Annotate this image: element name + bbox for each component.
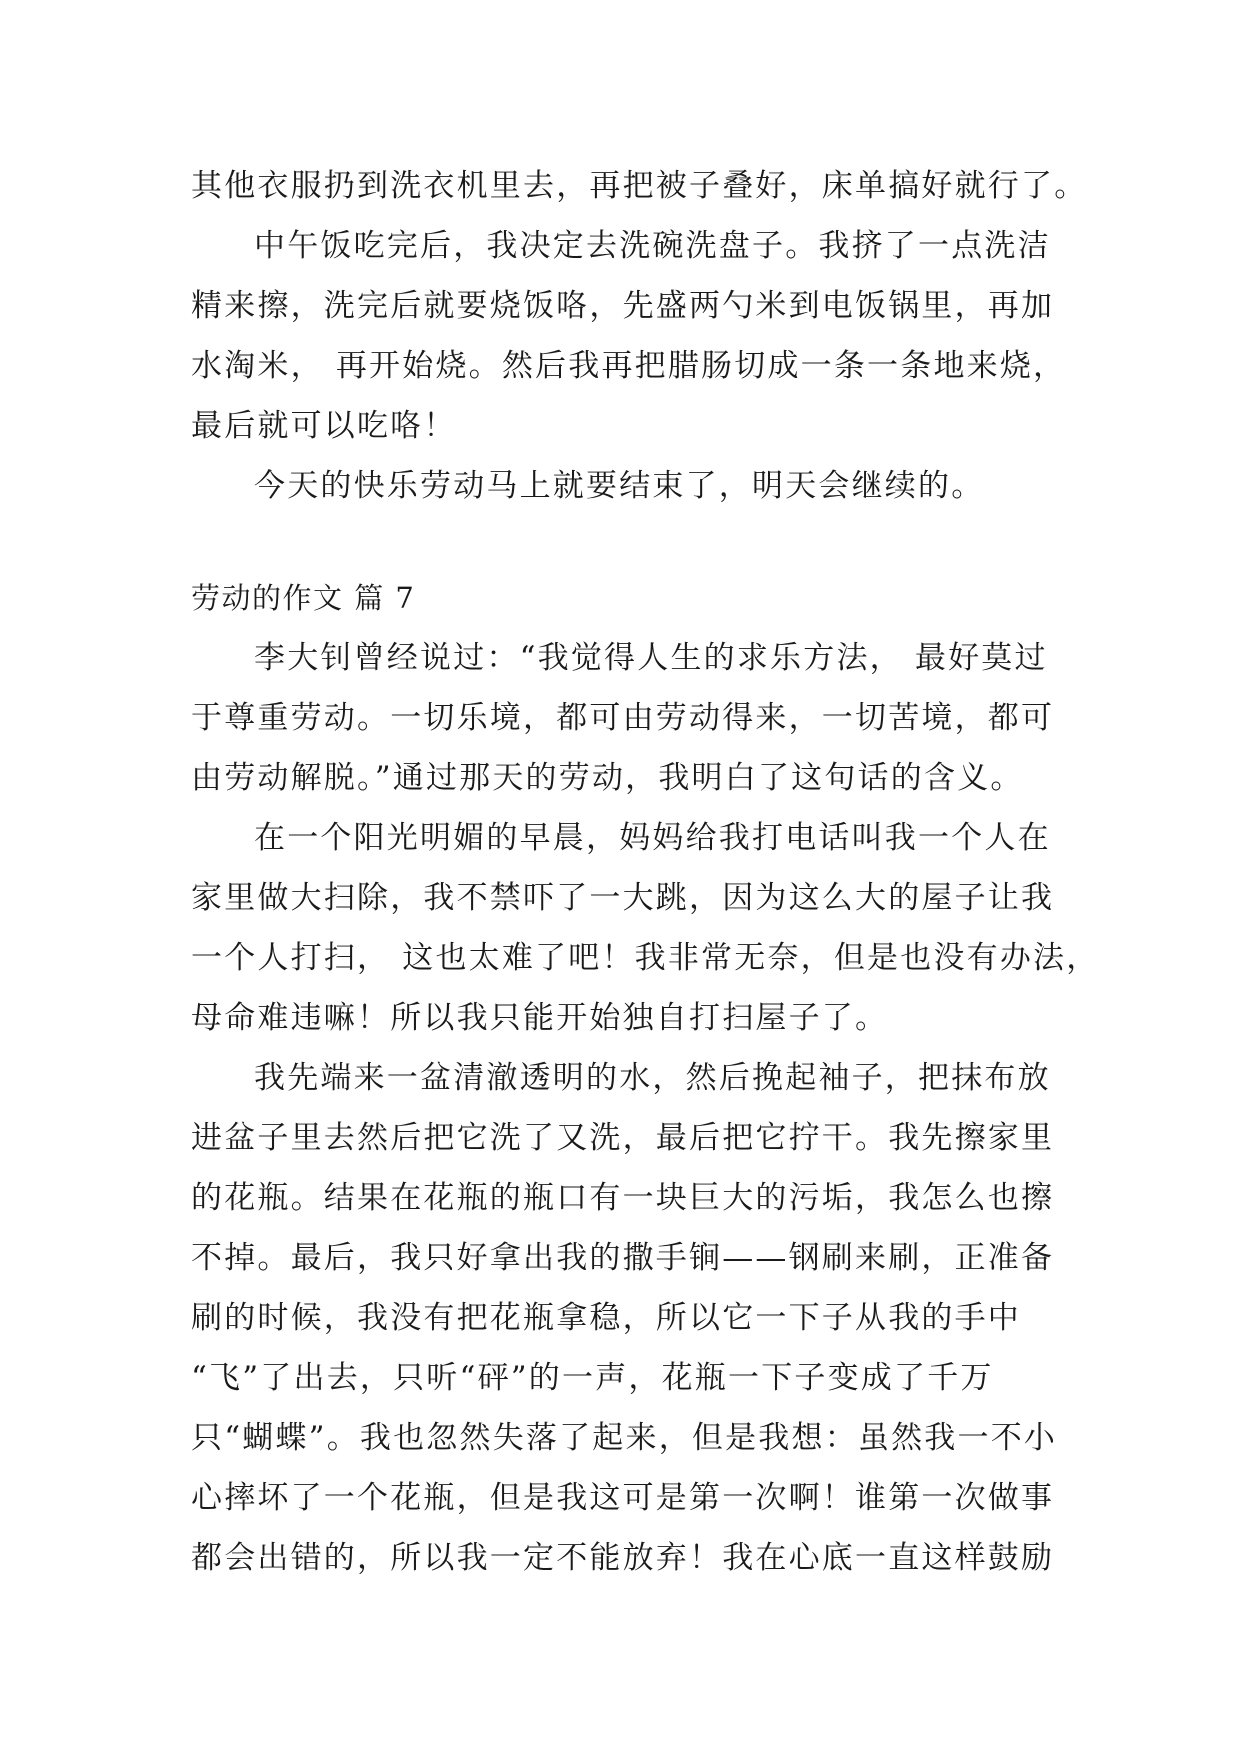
paragraph-start-line: 在一个阳光明媚的早晨，妈妈给我打电话叫我一个人在 [254,820,1051,856]
text-line: 于尊重劳动。一切乐境，都可由劳动得来，一切苦境，都可 [191,700,1055,736]
text-line: 家里做大扫除，我不禁吓了一大跳，因为这么大的屋子让我 [191,880,1055,916]
text-line: 一个人打扫， 这也太难了吧！我非常无奈，但是也没有办法， [191,940,1100,976]
text-line: “飞”了出去，只听“砰”的一声，花瓶一下子变成了千万 [191,1360,994,1396]
text-line: 由劳动解脱。”通过那天的劳动，我明白了这句话的含义。 [191,760,1024,796]
text-line: 都会出错的，所以我一定不能放弃！我在心底一直这样鼓励 [191,1540,1055,1576]
text-line: 只“蝴蝶”。我也忽然失落了起来，但是我想：虽然我一不小 [191,1420,1058,1456]
text-line: 进盆子里去然后把它洗了又洗，最后把它拧干。我先擦家里 [191,1120,1055,1156]
section-heading: 劳动的作文 篇 7 [191,581,416,615]
text-line: 心摔坏了一个花瓶，但是我这可是第一次啊！谁第一次做事 [191,1480,1055,1516]
text-line: 精来擦，洗完后就要烧饭咯，先盛两勺米到电饭锅里，再加 [191,288,1055,324]
text-line: 其他衣服扔到洗衣机里去，再把被子叠好，床单搞好就行了。 [191,168,1088,204]
text-line: 母命难违嘛！所以我只能开始独自打扫屋子了。 [191,1000,889,1036]
paragraph-start-line: 中午饭吃完后，我决定去洗碗洗盘子。我挤了一点洗洁 [254,228,1051,264]
paragraph-start-line: 李大钊曾经说过：“我觉得人生的求乐方法， 最好莫过 [254,640,1048,676]
text-line: 最后就可以吃咯！ [191,408,457,444]
text-line: 水淘米， 再开始烧。然后我再把腊肠切成一条一条地来烧， [191,348,1067,384]
text-line: 不掉。最后，我只好拿出我的撒手锏——钢刷来刷，正准备 [191,1240,1055,1276]
text-line: 的花瓶。结果在花瓶的瓶口有一块巨大的污垢，我怎么也擦 [191,1180,1055,1216]
text-line: 刷的时候，我没有把花瓶拿稳，所以它一下子从我的手中 [191,1300,1021,1336]
paragraph-start-line: 今天的快乐劳动马上就要结束了，明天会继续的。 [254,468,985,504]
paragraph-start-line: 我先端来一盆清澈透明的水，然后挽起袖子，把抹布放 [254,1060,1051,1096]
